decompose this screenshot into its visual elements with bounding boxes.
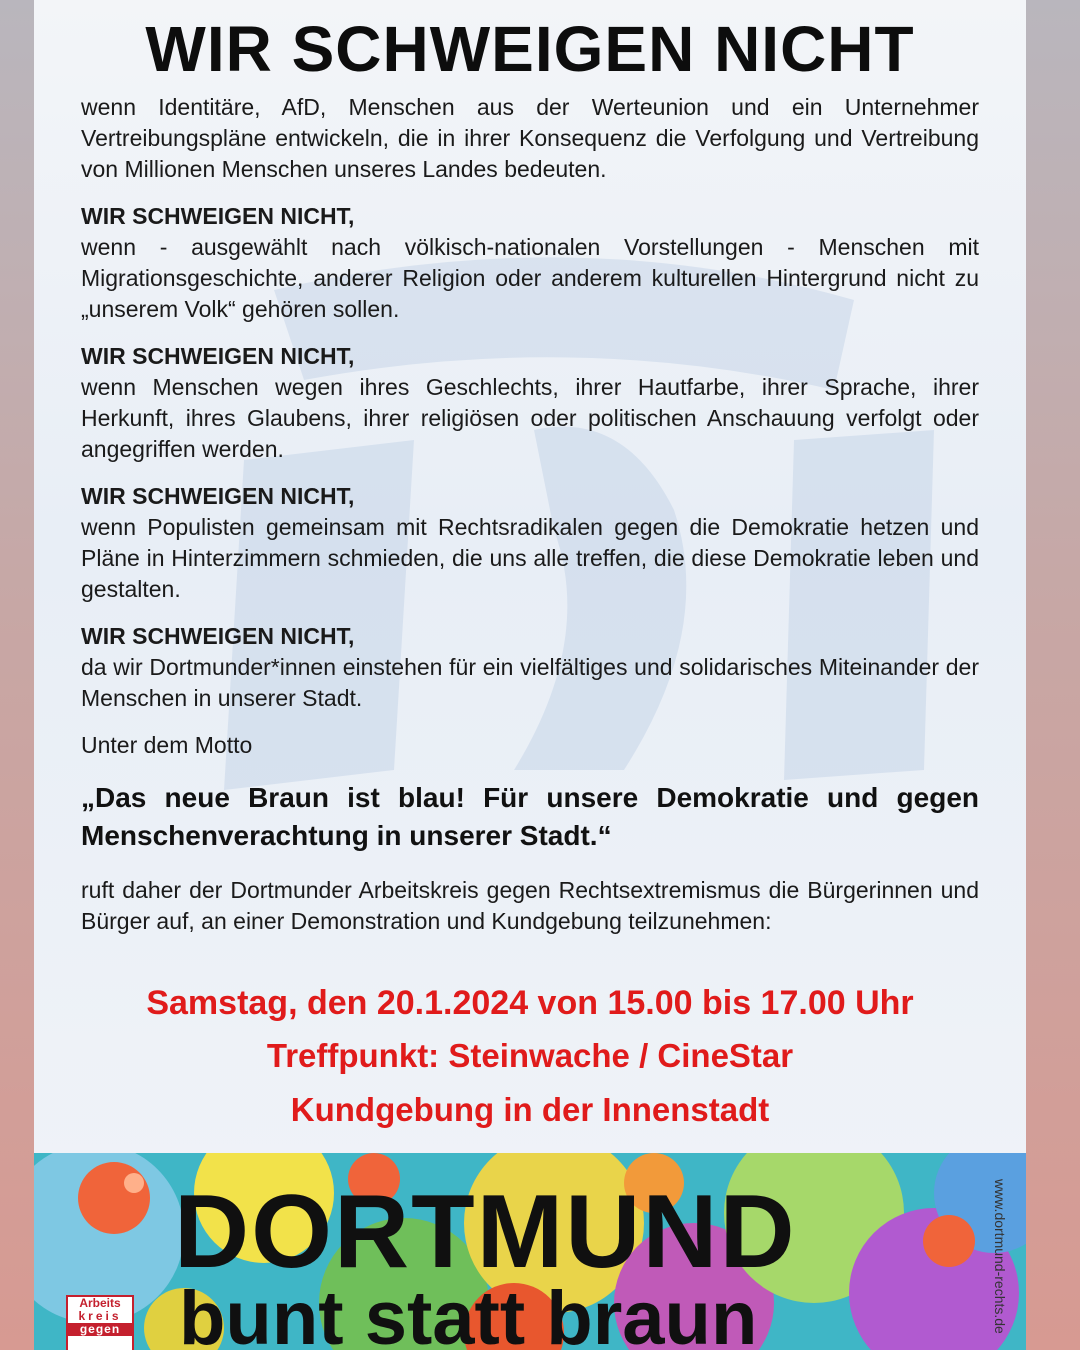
logo-line-3: gegen	[68, 1323, 132, 1336]
event-rally: Kundgebung in der Innenstadt	[290, 1091, 770, 1128]
motto-intro: Unter dem Motto	[81, 732, 253, 758]
banner-subtitle: bunt statt braun	[179, 1276, 758, 1350]
headline: WIR SCHWEIGEN NICHT	[145, 13, 915, 85]
arbeitskreis-logo	[66, 1295, 134, 1350]
paragraph-lead: WIR SCHWEIGEN NICHT,	[81, 623, 355, 649]
paragraph-4	[81, 481, 979, 605]
event-meeting-point: Treffpunkt: Steinwache / CineStar	[266, 1037, 794, 1074]
website-url: www.dortmund-rechts.de	[992, 1179, 1008, 1334]
dortmund-banner	[34, 1153, 1026, 1350]
logo-line-2: kreis	[78, 1309, 122, 1323]
paragraph-text: wenn Identitäre, AfD, Menschen aus der Werteunion und ein Unternehmer Vertreibungspläne entwickeln, die in ihrer Konsequenz die Verfolgung und Vertreibung von Millionen Menschen unseres Landes bedeuten.	[81, 94, 979, 182]
event-date-time: Samstag, den 20.1.2024 von 15.00 bis 17.00 Uhr	[146, 984, 914, 1022]
paragraph-lead: WIR SCHWEIGEN NICHT,	[81, 483, 355, 509]
paragraph-text: da wir Dortmunder*innen einstehen für ein vielfältiges und solidarisches Miteinander der Menschen in unserer Stadt.	[81, 654, 979, 711]
paragraph-3	[81, 341, 979, 465]
paragraph-1	[81, 92, 979, 185]
paragraph-lead: WIR SCHWEIGEN NICHT,	[81, 343, 355, 369]
flyer	[34, 0, 1026, 1350]
paragraph-text: wenn Menschen wegen ihres Geschlechts, ihrer Hautfarbe, ihrer Sprache, ihrer Herkunft, ihres Glaubens, ihrer religiösen oder politischen Anschauung verfolgt oder angegriffen werden.	[81, 374, 979, 462]
body-text	[81, 92, 979, 937]
call-to-action: ruft daher der Dortmunder Arbeitskreis gegen Rechtsextremismus die Bürgerinnen und Bürger auf, an einer Demonstration und Kundgebung teilzunehmen:	[81, 877, 979, 934]
paragraph-lead: WIR SCHWEIGEN NICHT,	[81, 203, 355, 229]
paragraph-text: wenn Populisten gemeinsam mit Rechtsradikalen gegen die Demokratie hetzen und Pläne in Hinterzimmern schmieden, die uns alle treffen, die diese Demokratie leben und gestalten.	[81, 514, 979, 602]
paragraph-2	[81, 201, 979, 325]
logo-line-1: Arbeits	[79, 1296, 121, 1310]
paragraph-text: wenn - ausgewählt nach völkisch-nationalen Vorstellungen - Menschen mit Migrationsgeschichte, anderer Religion oder anderem kulturellen Hintergrund nicht zu „unserem Volk“ gehören sollen.	[81, 234, 979, 322]
paragraph-5	[81, 621, 979, 714]
banner-title: DORTMUND	[174, 1174, 797, 1290]
motto: „Das neue Braun ist blau! Für unsere Demokratie und gegen Menschenverachtung in unserer Stadt.“	[81, 782, 979, 851]
